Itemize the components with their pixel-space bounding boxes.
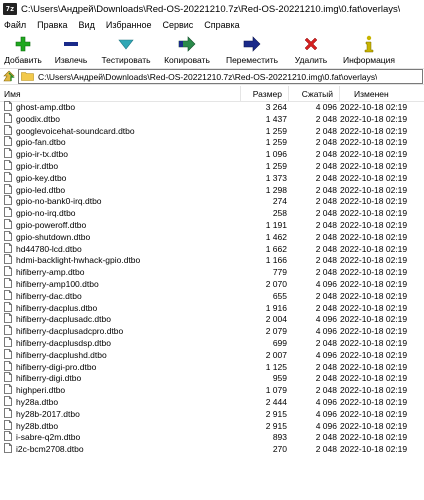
- file-size: 1 373: [265, 172, 287, 183]
- file-size: 2 007: [265, 349, 287, 360]
- file-name: hifiberry-dacplushd.dtbo: [16, 349, 107, 360]
- file-name: hdmi-backlight-hwhack-gpio.dtbo: [16, 255, 141, 266]
- menu-edit[interactable]: Правка: [37, 20, 68, 30]
- info-label: Информация: [342, 55, 396, 65]
- file-size: 3 264: [265, 102, 287, 112]
- move-button[interactable]: [218, 33, 286, 68]
- file-size: 1 166: [265, 255, 287, 266]
- file-name: hifiberry-amp.dtbo: [16, 267, 85, 278]
- file-row[interactable]: [0, 444, 424, 456]
- menu-help[interactable]: Справка: [204, 20, 240, 30]
- file-modified: 2022-10-18 02:19: [340, 290, 408, 301]
- move-icon: [243, 35, 261, 53]
- file-name: hifiberry-digi-pro.dtbo: [16, 361, 97, 372]
- file-modified: 2022-10-18 02:19: [340, 160, 408, 171]
- extract-button[interactable]: [46, 33, 96, 68]
- file-modified: 2022-10-18 02:19: [340, 314, 408, 325]
- copy-label: Копировать: [164, 55, 210, 65]
- file-modified: 2022-10-18 02:19: [340, 432, 408, 443]
- file-modified: 2022-10-18 02:19: [340, 385, 408, 396]
- file-modified: 2022-10-18 02:19: [340, 444, 408, 455]
- file-size: 893: [272, 432, 287, 443]
- file-size: 699: [272, 337, 287, 348]
- file-packed-size: 4 096: [315, 396, 337, 407]
- file-name: hy28a.dtbo: [16, 396, 59, 407]
- toolbar: [0, 33, 424, 68]
- test-label: Тестировать: [101, 55, 151, 65]
- file-name: gpio-ir-tx.dtbo: [16, 149, 68, 160]
- file-modified: 2022-10-18 02:19: [340, 102, 408, 112]
- file-modified: 2022-10-18 02:19: [340, 361, 408, 372]
- file-name: gpio-poweroff.dtbo: [16, 219, 87, 230]
- file-packed-size: 2 048: [315, 255, 337, 266]
- file-modified: 2022-10-18 02:19: [340, 396, 408, 407]
- file-packed-size: 4 096: [315, 326, 337, 337]
- file-name: gpio-no-irq.dtbo: [16, 208, 76, 219]
- delete-label: Удалить: [294, 55, 328, 65]
- file-packed-size: 2 048: [315, 137, 337, 148]
- file-modified: 2022-10-18 02:19: [340, 243, 408, 254]
- file-name-cell: [0, 443, 240, 457]
- file-size: 1 259: [265, 137, 287, 148]
- file-modified: 2022-10-18 02:19: [340, 326, 408, 337]
- file-packed-size: 4 096: [315, 420, 337, 431]
- file-modified: 2022-10-18 02:19: [340, 113, 408, 124]
- file-packed-size: 2 048: [315, 444, 337, 455]
- file-name: hy28b.dtbo: [16, 420, 59, 431]
- file-modified: 2022-10-18 02:19: [340, 196, 408, 207]
- file-size: 1 079: [265, 385, 287, 396]
- file-name: googlevoicehat-soundcard.dtbo: [16, 125, 135, 136]
- file-name: i2c-bcm2708.dtbo: [16, 444, 84, 455]
- move-label: Переместить: [225, 55, 279, 65]
- file-size: 1 125: [265, 361, 287, 372]
- file-packed-size: 2 048: [315, 267, 337, 278]
- info-button[interactable]: [336, 33, 402, 68]
- menu-view[interactable]: Вид: [78, 20, 95, 30]
- file-name: hifiberry-amp100.dtbo: [16, 278, 99, 289]
- file-size: 2 915: [265, 420, 287, 431]
- extract-icon: [62, 35, 80, 53]
- info-icon: [360, 35, 378, 53]
- file-modified: 2022-10-18 02:19: [340, 184, 408, 195]
- file-modified: 2022-10-18 02:19: [340, 231, 408, 242]
- file-modified: 2022-10-18 02:19: [340, 278, 408, 289]
- file-size: 655: [272, 290, 287, 301]
- file-packed-size: 2 048: [315, 337, 337, 348]
- add-icon: [14, 35, 32, 53]
- file-packed-size: 2 048: [315, 385, 337, 396]
- file-packed-size: 2 048: [315, 196, 337, 207]
- file-size: 779: [272, 267, 287, 278]
- file-packed-size: 4 096: [315, 314, 337, 325]
- column-name[interactable]: Имя: [4, 88, 21, 99]
- file-size: 2 004: [265, 314, 287, 325]
- address-bar: [0, 68, 424, 85]
- file-packed-size: 2 048: [315, 172, 337, 183]
- file-packed-size: 2 048: [315, 208, 337, 219]
- file-size: 274: [272, 196, 287, 207]
- column-header-row: [0, 86, 424, 102]
- file-name: highperi.dtbo: [16, 385, 66, 396]
- file-packed-size: 2 048: [315, 149, 337, 160]
- file-size: 2 079: [265, 326, 287, 337]
- column-size[interactable]: Размер: [252, 88, 282, 99]
- file-name: hifiberry-digi.dtbo: [16, 373, 82, 384]
- file-modified: 2022-10-18 02:19: [340, 267, 408, 278]
- menu-bar: [0, 18, 424, 32]
- file-name: ghost-amp.dtbo: [16, 102, 76, 112]
- file-size: 959: [272, 373, 287, 384]
- address-field[interactable]: [18, 69, 423, 84]
- file-size: 2 915: [265, 408, 287, 419]
- file-size: 1 191: [265, 219, 287, 230]
- file-name: hd44780-lcd.dtbo: [16, 243, 82, 254]
- file-packed-size: 2 048: [315, 160, 337, 171]
- address-path: C:\Users\Андрей\Downloads\Red-OS-20221210.7z\Red-OS-20221210.img\0.fat\overlays\: [38, 71, 378, 82]
- file-name: hifiberry-dacplusadc.dtbo: [16, 314, 111, 325]
- file-packed-size: 2 048: [315, 290, 337, 301]
- file-packed-size: 2 048: [315, 113, 337, 124]
- test-icon: [117, 35, 135, 53]
- title-bar: [0, 0, 424, 18]
- add-button[interactable]: [0, 33, 46, 68]
- delete-icon: [302, 35, 320, 53]
- file-packed-size: 2 048: [315, 231, 337, 242]
- window-title: C:\Users\Андрей\Downloads\Red-OS-20221210.7z\Red-OS-20221210.img\0.fat\overlays\: [21, 3, 401, 15]
- up-folder-button[interactable]: [0, 69, 18, 84]
- file-packed-size: 4 096: [315, 278, 337, 289]
- file-name: hy28b-2017.dtbo: [16, 408, 80, 419]
- menu-tools[interactable]: Сервис: [162, 20, 194, 30]
- file-modified: 2022-10-18 02:19: [340, 137, 408, 148]
- file-modified: 2022-10-18 02:19: [340, 408, 408, 419]
- file-name: goodix.dtbo: [16, 113, 60, 124]
- file-modified: 2022-10-18 02:19: [340, 302, 408, 313]
- file-name: hifiberry-dacplusadcpro.dtbo: [16, 326, 124, 337]
- file-packed-size: 2 048: [315, 243, 337, 254]
- file-modified: 2022-10-18 02:19: [340, 337, 408, 348]
- file-size: 2 070: [265, 278, 287, 289]
- file-size: 1 298: [265, 184, 287, 195]
- file-name: i-sabre-q2m.dtbo: [16, 432, 81, 443]
- file-size: 1 916: [265, 302, 287, 313]
- file-name: gpio-led.dtbo: [16, 184, 66, 195]
- file-list: [0, 86, 424, 500]
- file-packed-size: 2 048: [315, 432, 337, 443]
- file-size: 1 259: [265, 160, 287, 171]
- file-size: 1 662: [265, 243, 287, 254]
- file-packed-size: 2 048: [315, 361, 337, 372]
- file-packed-size: 2 048: [315, 125, 337, 136]
- file-size: 1 096: [265, 149, 287, 160]
- file-name: hifiberry-dacplusdsp.dtbo: [16, 337, 111, 348]
- file-rows: [0, 102, 424, 456]
- file-size: 1 259: [265, 125, 287, 136]
- column-modified[interactable]: Изменен: [354, 88, 389, 99]
- file-name: gpio-ir.dtbo: [16, 160, 59, 171]
- file-name: gpio-fan.dtbo: [16, 137, 66, 148]
- file-size: 1 462: [265, 231, 287, 242]
- file-size: 1 437: [265, 113, 287, 124]
- file-packed-size: 2 048: [315, 302, 337, 313]
- copy-icon: [178, 35, 196, 53]
- extract-label: Извлечь: [54, 55, 88, 65]
- file-name: gpio-key.dtbo: [16, 172, 67, 183]
- file-size: 258: [272, 208, 287, 219]
- file-size: 2 444: [265, 396, 287, 407]
- file-name: gpio-shutdown.dtbo: [16, 231, 91, 242]
- test-button[interactable]: [96, 33, 156, 68]
- file-modified: 2022-10-18 02:19: [340, 349, 408, 360]
- file-packed-size: 2 048: [315, 184, 337, 195]
- file-name: gpio-no-bank0-irq.dtbo: [16, 196, 102, 207]
- file-packed-size: 2 048: [315, 219, 337, 230]
- file-modified: 2022-10-18 02:19: [340, 172, 408, 183]
- file-modified: 2022-10-18 02:19: [340, 219, 408, 230]
- file-icon: [4, 443, 12, 457]
- app-icon: 7z: [3, 3, 17, 15]
- file-packed-size: 2 048: [315, 373, 337, 384]
- up-arrow-icon: [3, 70, 16, 84]
- file-packed-size: 4 096: [315, 102, 337, 112]
- file-modified: 2022-10-18 02:19: [340, 255, 408, 266]
- file-modified: 2022-10-18 02:19: [340, 149, 408, 160]
- file-modified: 2022-10-18 02:19: [340, 208, 408, 219]
- menu-file[interactable]: Файл: [4, 20, 27, 30]
- file-packed-size: 4 096: [315, 408, 337, 419]
- file-name: hifiberry-dac.dtbo: [16, 290, 82, 301]
- file-packed-size: 4 096: [315, 349, 337, 360]
- add-label: Добавить: [4, 55, 42, 65]
- delete-button[interactable]: [286, 33, 336, 68]
- file-modified: 2022-10-18 02:19: [340, 125, 408, 136]
- file-modified: 2022-10-18 02:19: [340, 373, 408, 384]
- file-name: hifiberry-dacplus.dtbo: [16, 302, 98, 313]
- column-packed[interactable]: Сжатый: [301, 88, 333, 99]
- file-size: 270: [272, 444, 287, 455]
- folder-icon: [21, 71, 34, 83]
- file-modified: 2022-10-18 02:19: [340, 420, 408, 431]
- menu-favorites[interactable]: Избранное: [105, 20, 152, 30]
- copy-button[interactable]: [156, 33, 218, 68]
